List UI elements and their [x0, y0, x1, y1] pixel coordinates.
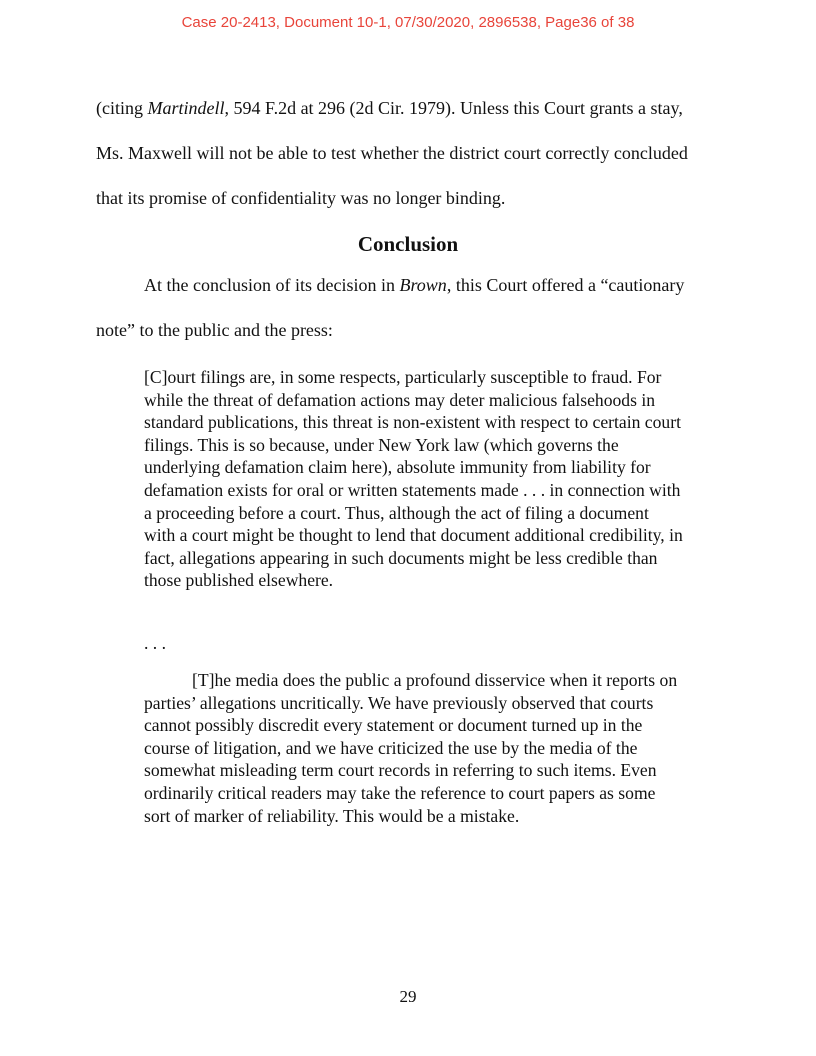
case-name: Brown	[399, 275, 447, 295]
text-run: , 594 F.2d at 296 (2d Cir. 1979). Unless this Court grants a stay,	[224, 98, 683, 118]
paragraph-line	[96, 98, 683, 119]
paragraph-line	[144, 275, 684, 296]
text-run: At the conclusion of its decision in	[144, 275, 400, 295]
paragraph-line: that its promise of confidentiality was no longer binding.	[96, 188, 506, 208]
block-quote: [T]he media does the public a profound disservice when it reports on parties’ allegations uncritically. We have previously observed that courts cannot possibly discredit every statement or document turned up in the course of litigation, and we have criticized the use by the media of the somewhat misleading term court records in referring to such items. Even ordinarily critical readers may take the reference to court papers as some sort of marker of reliability. This would be a mistake.	[144, 670, 678, 826]
paragraph-line: note” to the public and the press:	[96, 320, 333, 340]
text-run: (citing	[96, 98, 148, 118]
case-header-stamp: Case 20-2413, Document 10-1, 07/30/2020, 2896538, Page36 of 38	[181, 14, 635, 31]
section-heading: Conclusion	[357, 232, 459, 256]
text-run: , this Court offered a “cautionary	[446, 275, 685, 295]
block-quote: [C]ourt filings are, in some respects, particularly susceptible to fraud. For while the threat of defamation actions may deter malicious falsehoods in standard publications, this threat is non-existent with respect to certain court filings. This is so because, under New York law (which governs the underlying defamation claim here), absolute immunity from liability for defamation exists for oral or written statements made . . . in connection with a proceeding before a court. Thus, although the act of filing a document with a court might be thought to lend that document additional credibility, in fact, allegations appearing in such documents might be less credible than those published elsewhere.	[144, 367, 683, 591]
paragraph-line: Ms. Maxwell will not be able to test whether the district court correctly concluded	[96, 143, 688, 163]
ellipsis: . . .	[144, 633, 166, 653]
case-name: Martindell	[147, 98, 225, 118]
page-number: 29	[399, 987, 417, 1006]
